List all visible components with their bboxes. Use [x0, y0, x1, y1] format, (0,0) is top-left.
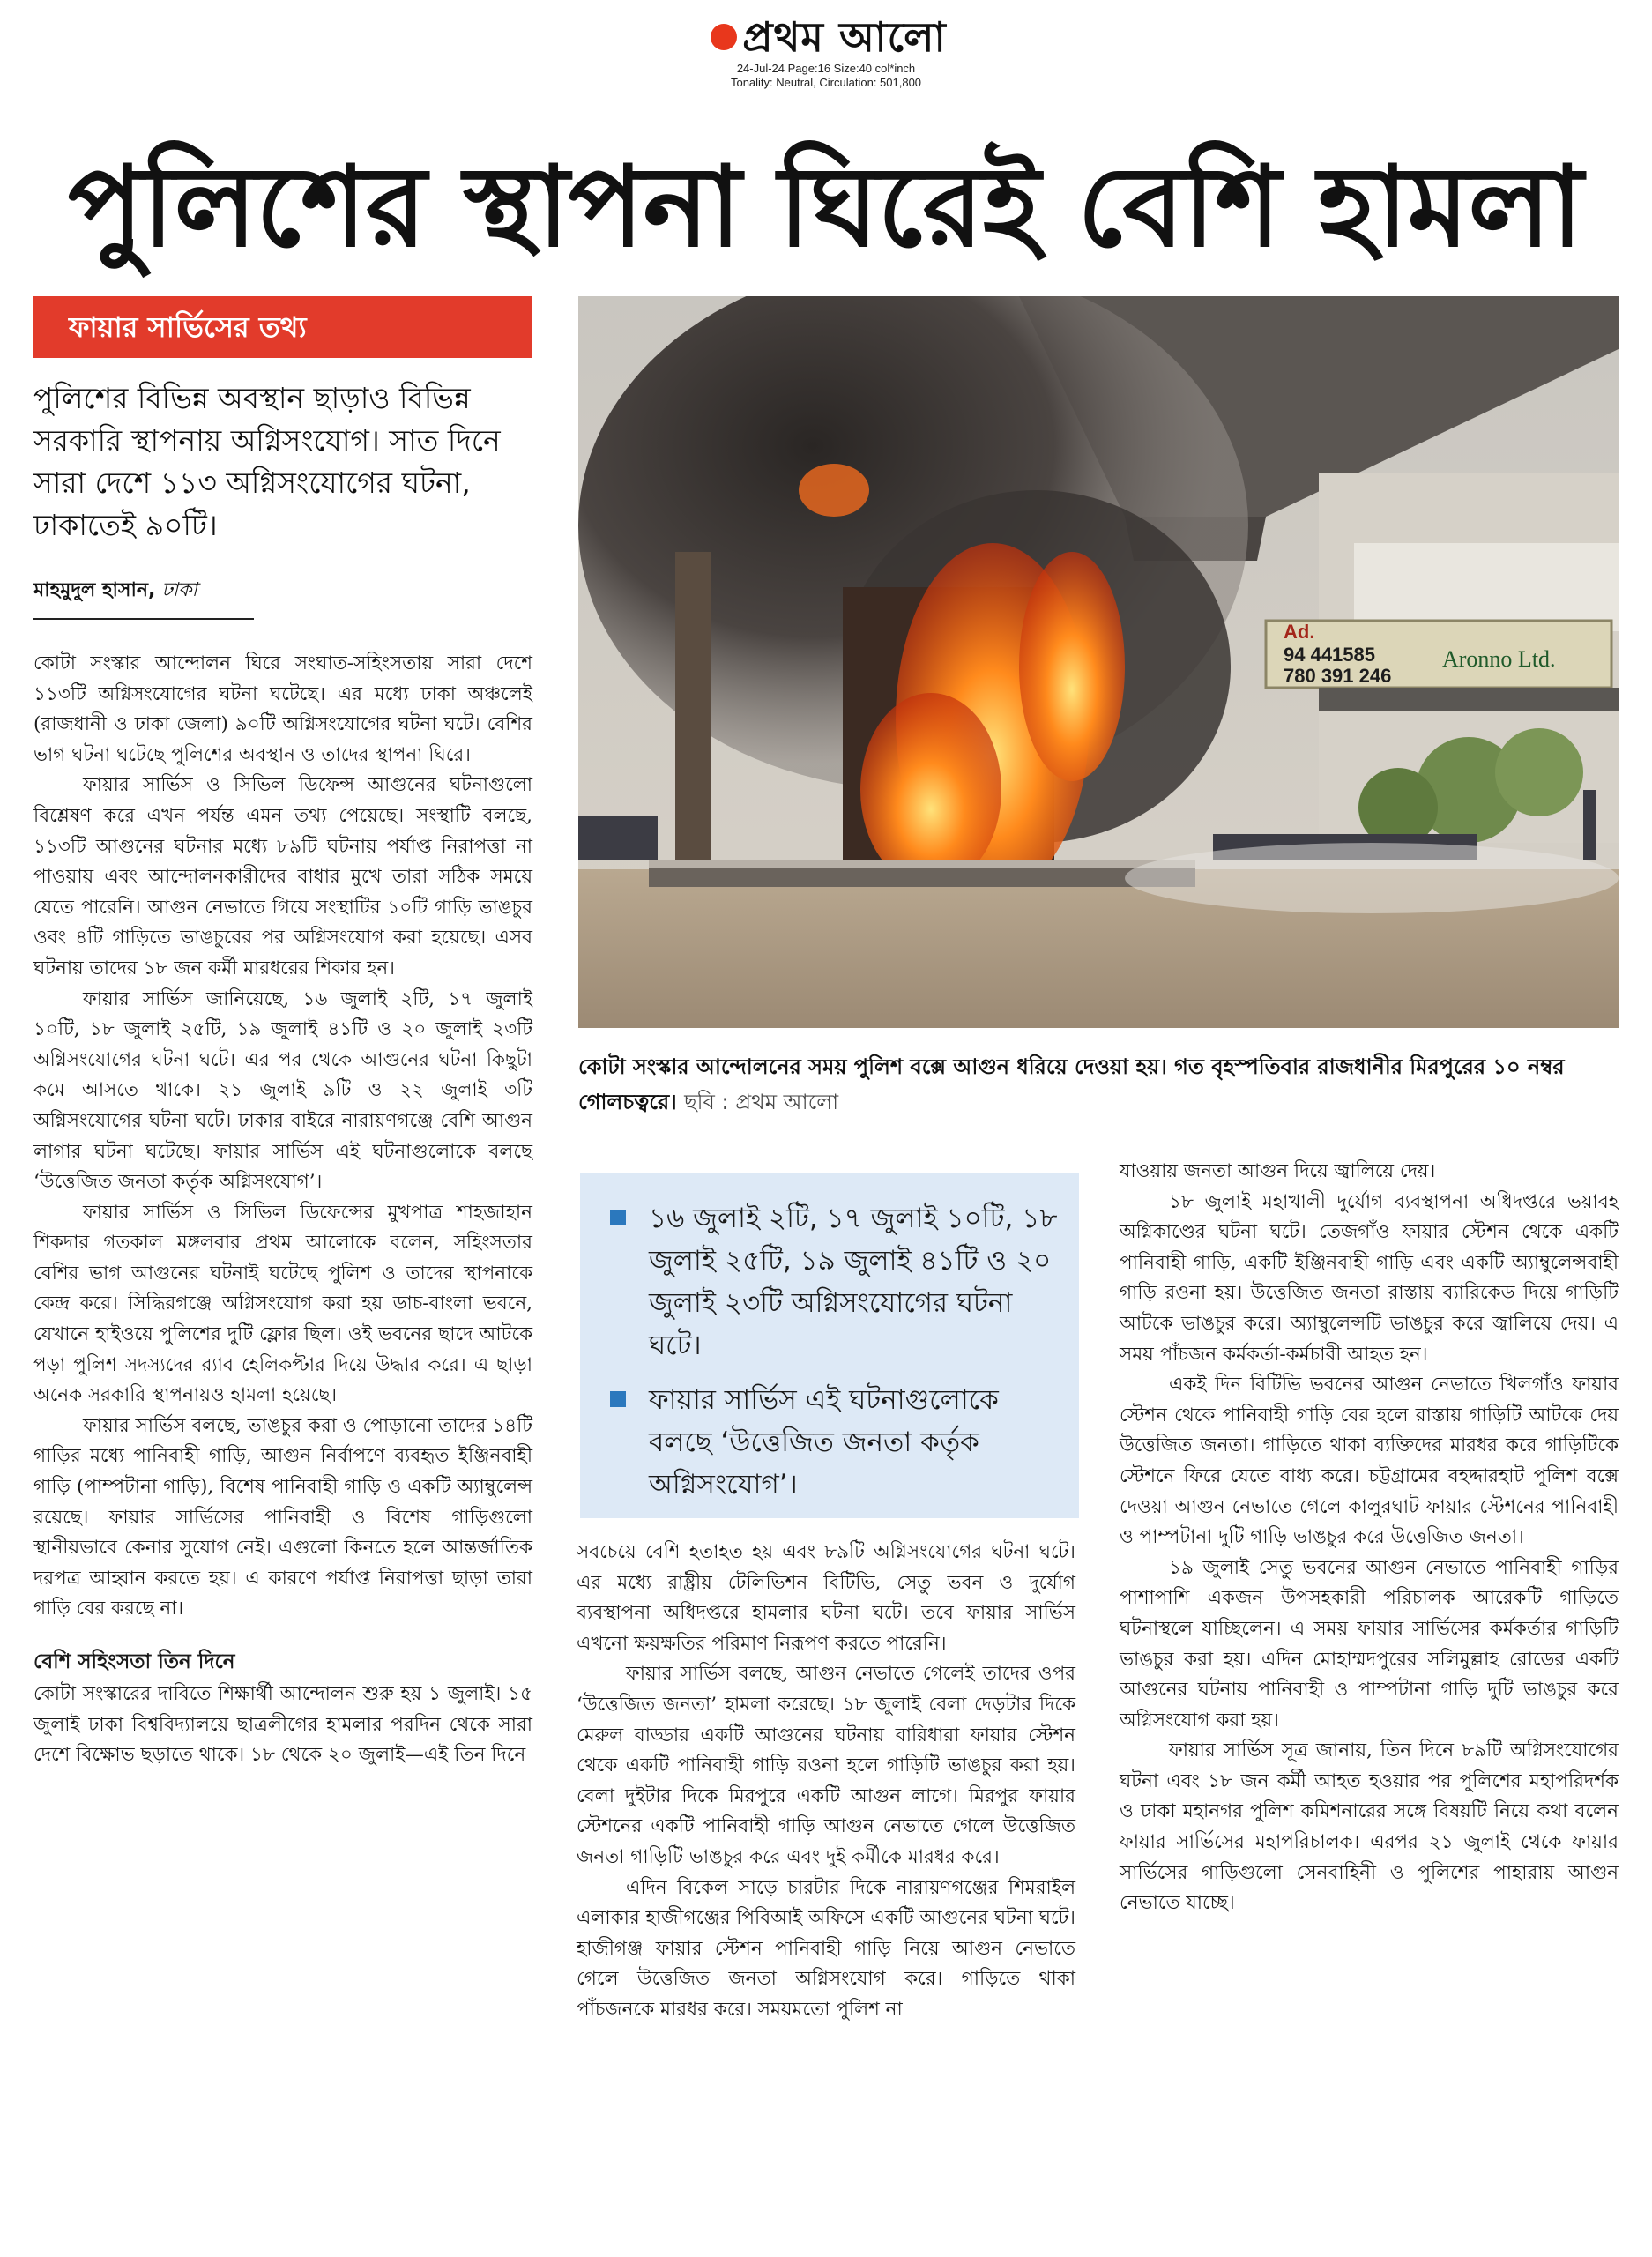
- logo-sun-icon: [711, 24, 737, 50]
- highlight-text: ফায়ার সার্ভিস এই ঘটনাগুলোকে বলছে ‘উত্তেজিত জনতা কর্তৃক অগ্নিসংযোগ’।: [649, 1384, 999, 1501]
- paragraph: সবচেয়ে বেশি হতাহত হয় এবং ৮৯টি অগ্নিসংযোগের ঘটনা ঘটে। এর মধ্যে রাষ্ট্রীয় টেলিভিশন বিটিভি, সেতু ভবন ও দুর্যোগ ব্যবস্থাপনা অধিদপ্তরে হামলার ঘটনা ঘটে। তবে ফায়ার সার্ভিস এখনো ক্ষয়ক্ষতির পরিমাণ নিরূপণ করতে পারেনি।: [577, 1541, 1075, 1655]
- billboard-phone-1: 94 441585: [1284, 644, 1375, 666]
- paragraph: একই দিন বিটিভি ভবনের আগুন নেভাতে খিলগাঁও ফায়ার স্টেশন থেকে পানিবাহী গাড়ি বের হলে রাস্তায় গাড়িটি আটকে দেয় উত্তেজিত জনতা। গাড়িতে থাকা ব্যক্তিদের মারধর করে গাড়িটিকে স্টেশনে ফিরে যেতে বাধ্য করে। চট্টগ্রামের বহদ্দারহাট পুলিশ বক্সে দেওয়া আগুন নেভাতে গেলে কালুরঘাট ফায়ার স্টেশনের পানিবাহী ও পাম্পটানা দুটি গাড়ি ভাঙচুর করে উত্তেজিত জনতা।: [1120, 1374, 1619, 1549]
- paragraph: ফায়ার সার্ভিস ও সিভিল ডিফেন্সের মুখপাত্র শাহজাহান শিকদার গতকাল মঙ্গলবার প্রথম আলোকে বলেন, সহিংসতার বেশির ভাগ আগুনের ঘটনাই ঘটেছে পুলিশ ও তাদের স্থাপনাকে কেন্দ্র করে। সিদ্ধিরগঞ্জে অগ্নিসংযোগ করা হয় ডাচ-বাংলা ভবনে, যেখানে হাইওয়ে পুলিশের দুটি ফ্লোর ছিল। ওই ভবনের ছাদে আটকে পড়া পুলিশ সদস্যদের র‍্যাব হেলিকপ্টার দিয়ে উদ্ধার করে। এ ছাড়া অনেক সরকারি স্থাপনায়ও হামলা হয়েছে।: [33, 1201, 532, 1407]
- kicker-label: ফায়ার সার্ভিসের তথ্য: [33, 296, 532, 358]
- paragraph: কোটা সংস্কারের দাবিতে শিক্ষার্থী আন্দোলন শুরু হয় ১ জুলাই। ১৫ জুলাই ঢাকা বিশ্ববিদ্যালয়ে ছাত্রলীগের হামলার পরদিন থেকে সারা দেশে বিক্ষোভ ছড়াতে থাকে। ১৮ থেকে ২০ জুলাই—এই তিন দিনে: [33, 1683, 532, 1767]
- billboard-brand: Aronno Ltd.: [1442, 646, 1556, 672]
- logo-text: প্রথম আলো: [742, 13, 947, 61]
- byline: [33, 575, 254, 620]
- masthead: [0, 12, 1652, 90]
- intro-deck: পুলিশের বিভিন্ন অবস্থান ছাড়াও বিভিন্ন সরকারি স্থাপনায় অগ্নিসংযোগ। সাত দিনে সারা দেশে ১১৩ অগ্নিসংযোগের ঘটনা, ঢাকাতেই ৯০টি।: [33, 381, 501, 542]
- headline: পুলিশের স্থাপনা ঘিরেই বেশি হামলা: [68, 142, 1582, 272]
- news-photo-fire: [578, 296, 1619, 1028]
- billboard-phone-2: 780 391 246: [1284, 665, 1392, 687]
- paragraph: কোটা সংস্কার আন্দোলন ঘিরে সংঘাত-সহিংসতায় সারা দেশে ১১৩টি অগ্নিসংযোগের ঘটনা ঘটেছে। এর মধ্যে ঢাকা অঞ্চলেই (রাজধানী ও ঢাকা জেলা) ৯০টি অগ্নিসংযোগের ঘটনা ঘটে। বেশির ভাগ ঘটনা ঘটেছে পুলিশের অবস্থান ও তাদের স্থাপনা ঘিরে।: [33, 652, 532, 766]
- paragraph: ১৮ জুলাই মহাখালী দুর্যোগ ব্যবস্থাপনা অধিদপ্তরে ভয়াবহ অগ্নিকাণ্ডের ঘটনা ঘটে। তেজগাঁও ফায়ার স্টেশন থেকে একটি পানিবাহী গাড়ি, একটি ইঞ্জিনবাহী গাড়ি এবং একটি অ্যাম্বুলেন্সবাহী গাড়ি রওনা হয়। উত্তেজিত জনতা রাস্তায় ব্যারিকেড দিয়ে গাড়িটি আটকে ভাঙচুর করে। অ্যাম্বুলেন্সটি ভাঙচুর করে জ্বালিয়ে দেয়। এ সময় পাঁচজন কর্মকর্তা-কর্মচারী আহত হন।: [1120, 1190, 1619, 1366]
- highlight-item: [610, 1379, 1058, 1506]
- article-column-1: [33, 649, 532, 1771]
- photo-caption: [578, 1049, 1619, 1120]
- caption-text: কোটা সংস্কার আন্দোলনের সময় পুলিশ বক্সে আগুন ধরিয়ে দেওয়া হয়। গত বৃহস্পতিবার রাজধানীর মিরপুরের ১০ নম্বর গোলচত্বরে।: [578, 1054, 1565, 1114]
- billboard-ad-text: Ad.: [1284, 621, 1315, 643]
- paragraph: এদিন বিকেল সাড়ে চারটার দিকে নারায়ণগঞ্জের শিমরাইল এলাকার হাজীগঞ্জের পিবিআই অফিসে একটি আগুনের ঘটনা ঘটে। হাজীগঞ্জ ফায়ার স্টেশন পানিবাহী গাড়ি নিয়ে আগুন নেভাতে গেলে উত্তেজিত জনতা অগ্নিসংযোগ করে। গাড়িতে থাকা পাঁচজনকে মারধর করে। সময়মতো পুলিশ না: [577, 1876, 1075, 2021]
- article-column-3: [1120, 1157, 1619, 1919]
- highlight-box: [580, 1173, 1079, 1518]
- fire-scene-illustration: [578, 296, 1619, 1028]
- highlight-text: ১৬ জুলাই ২টি, ১৭ জুলাই ১০টি, ১৮ জুলাই ২৫টি, ১৯ জুলাই ৪১টি ও ২০ জুলাই ২৩টি অগ্নিসংযোগের ঘটনা ঘটে।: [649, 1203, 1058, 1361]
- highlight-item: [610, 1197, 1058, 1367]
- paragraph: ফায়ার সার্ভিস সূত্র জানায়, তিন দিনে ৮৯টি অগ্নিসংযোগের ঘটনা এবং ১৮ জন কর্মী আহত হওয়ার পর পুলিশের মহাপরিদর্শক ও ঢাকা মহানগর পুলিশ কমিশনারের সঙ্গে বিষয়টি নিয়ে কথা বলেন ফায়ার সার্ভিসের মহাপরিচালক। এরপর ২১ জুলাই থেকে ফায়ার সার্ভিসের গাড়িগুলো সেনবাহিনী ও পুলিশের পাহারায় আগুন নেভাতে যাচ্ছে।: [1120, 1739, 1619, 1915]
- article-column-2: [577, 1538, 1075, 2026]
- square-bullet-icon: [610, 1210, 626, 1225]
- paragraph: ফায়ার সার্ভিস জানিয়েছে, ১৬ জুলাই ২টি, ১৭ জুলাই ১০টি, ১৮ জুলাই ২৫টি, ১৯ জুলাই ৪১টি ও ২০ জুলাই ২৩টি অগ্নিসংযোগের ঘটনা ঘটে। এর পর থেকে আগুনের ঘটনা কিছুটা কমে আসতে থাকে। ২১ জুলাই ৯টি ও ২২ জুলাই ৩টি অগ্নিসংযোগের ঘটনা ঘটে। ঢাকার বাইরে নারায়ণগঞ্জে বেশি আগুন লাগার ঘটনা ঘটেছে। ফায়ার সার্ভিস এই ঘটনাগুলোকে বলছে ‘উত্তেজিত জনতা কর্তৃক অগ্নিসংযোগ’।: [33, 987, 532, 1194]
- newspaper-logo: [705, 12, 946, 62]
- paragraph: যাওয়ায় জনতা আগুন দিয়ে জ্বালিয়ে দেয়।: [1120, 1160, 1436, 1182]
- paragraph: ফায়ার সার্ভিস ও সিভিল ডিফেন্স আগুনের ঘটনাগুলো বিশ্লেষণ করে এখন পর্যন্ত এমন তথ্য পেয়েছে। সংস্থাটি বলছে, ১১৩টি আগুনের ঘটনার মধ্যে ৮৯টি ঘটনায় পর্যাপ্ত নিরাপত্তা না পাওয়ায় এবং আন্দোলনকারীদের বাধার মুখে তারা সঠিক সময়ে যেতে পারেনি। আগুন নেভাতে গিয়ে সংস্থাটির ১০টি গাড়ি ভাঙচুর ওবং ৪টি গাড়িতে ভাঙচুরের পর অগ্নিসংযোগ করা হয়েছে। এসব ঘটনায় তাদের ১৮ জন কর্মী মারধরের শিকার হন।: [33, 774, 532, 980]
- paragraph: ফায়ার সার্ভিস বলছে, আগুন নেভাতে গেলেই তাদের ওপর ‘উত্তেজিত জনতা’ হামলা করেছে। ১৮ জুলাই বেলা দেড়টার দিকে মেরুল বাড্ডার একটি আগুনের ঘটনায় বারিধারা ফায়ার স্টেশন থেকে একটি পানিবাহী গাড়ি রওনা হলে গাড়িটি ভাঙচুর করা হয়। বেলা দুইটার দিকে মিরপুরে একটি আগুন লাগে। মিরপুর ফায়ার স্টেশনের একটি পানিবাহী গাড়ি আগুন নেভাতে গেলে উত্তেজিত জনতা গাড়িটি ভাঙচুর করে এবং দুই কর্মীকে মারধর করে।: [577, 1663, 1075, 1868]
- byline-place: ঢাকা: [155, 579, 197, 601]
- subheading: বেশি সহিংসতা তিন দিনে: [33, 1650, 235, 1673]
- paragraph: ১৯ জুলাই সেতু ভবনের আগুন নেভাতে পানিবাহী গাড়ির পাশাপাশি একজন উপসহকারী পরিচালক আরেকটি গাড়িতে ঘটনাস্থলে যাচ্ছিলেন। এ সময় ফায়ার সার্ভিসের কর্মকর্তার গাড়িটি ভাঙচুর করা হয়। এদিন মোহাম্মদপুরের সলিমুল্লাহ রোডের একটি আগুনের ঘটনায় পানিবাহী ও পাম্পটানা গাড়ি দুটি ভাঙচুর করে অগ্নিসংযোগ করা হয়।: [1120, 1556, 1619, 1732]
- clip-meta-line1: 24-Jul-24 Page:16 Size:40 col*inch: [736, 62, 916, 75]
- byline-name: মাহমুদুল হাসান,: [33, 579, 156, 601]
- clip-meta-line2: Tonality: Neutral, Circulation: 501,800: [730, 76, 922, 89]
- paragraph: ফায়ার সার্ভিস বলছে, ভাঙচুর করা ও পোড়ানো তাদের ১৪টি গাড়ির মধ্যে পানিবাহী গাড়ি, আগুন নির্বাপণে ব্যবহৃত ইঞ্জিনবাহী গাড়ি (পাম্পটানা গাড়ি), বিশেষ পানিবাহী গাড়ি ও একটি অ্যাম্বুলেন্স রয়েছে। ফায়ার সার্ভিসের পানিবাহী ও বিশেষ গাড়িগুলো স্থানীয়ভাবে কেনার সুযোগ নেই। এগুলো কিনতে হলে আন্তর্জাতিক দরপত্র আহ্বান করতে হয়। এ কারণে পর্যাপ্ত নিরাপত্তা ছাড়া তারা গাড়ি বের করছে না।: [33, 1414, 532, 1620]
- square-bullet-icon: [610, 1391, 626, 1407]
- photo-credit: ছবি : প্রথম আলো: [684, 1090, 839, 1114]
